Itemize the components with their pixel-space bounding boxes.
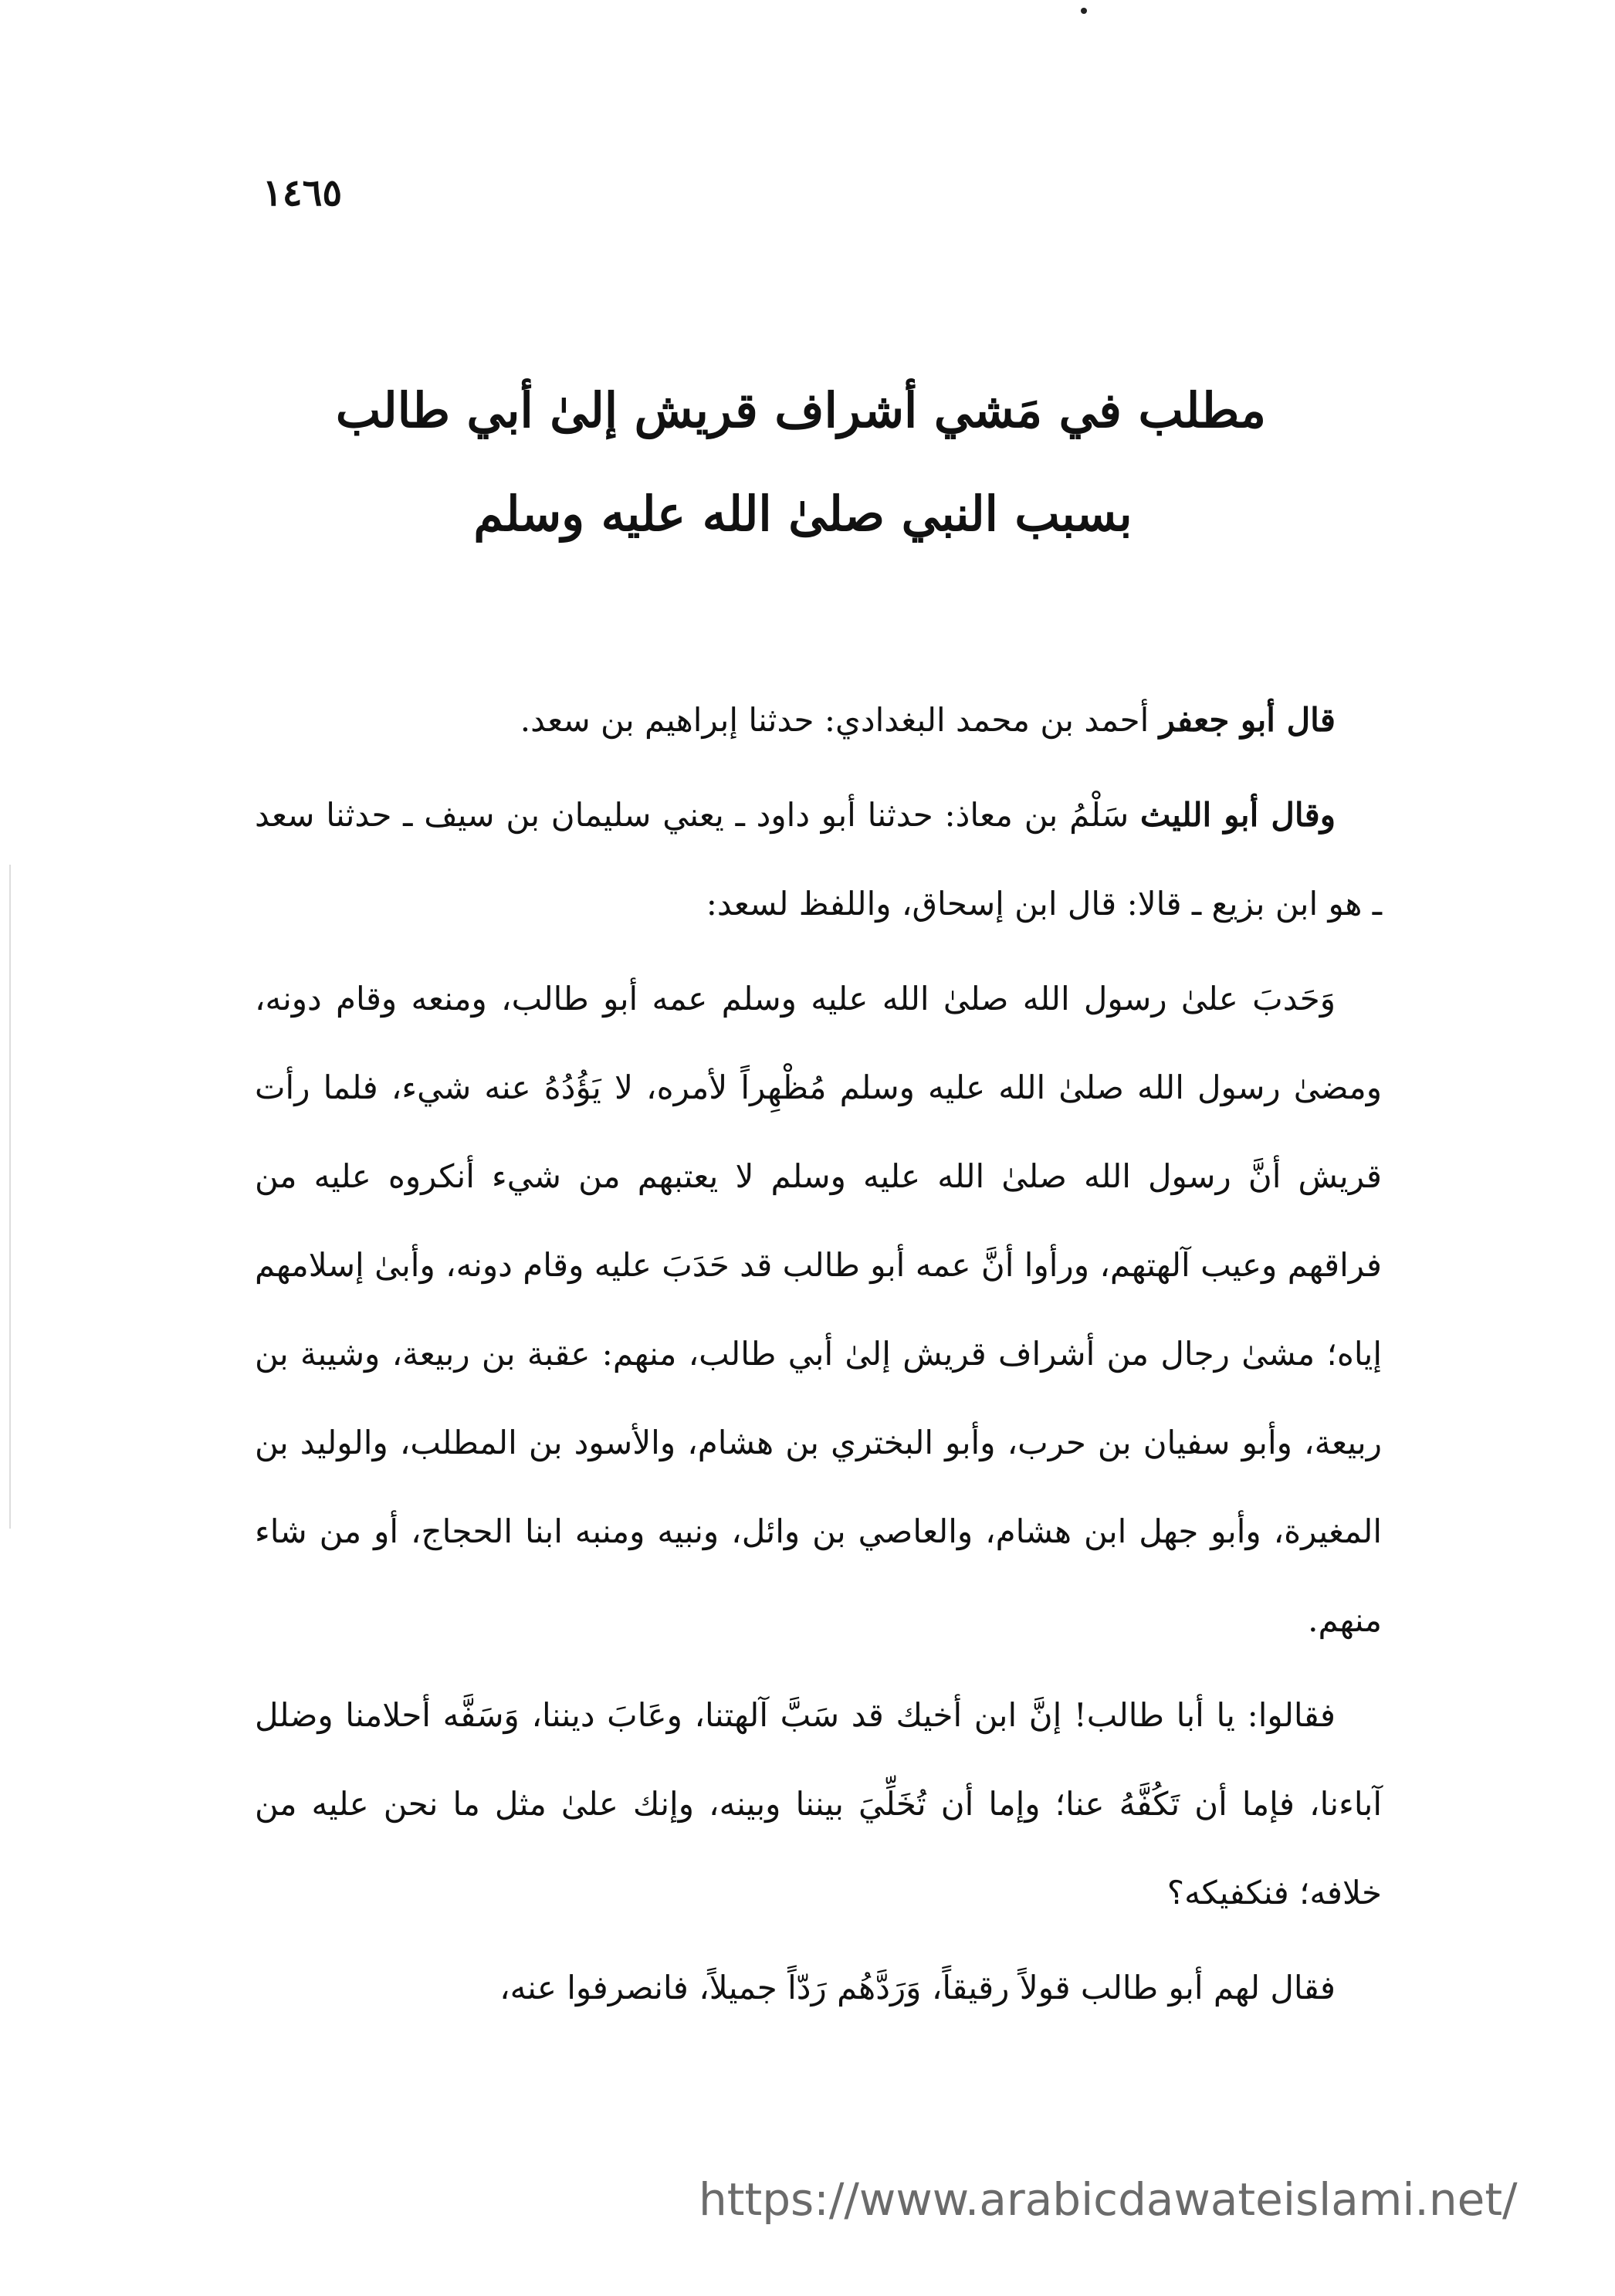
paragraph-4 [255,1671,1382,1937]
paragraph-3 [255,954,1382,1664]
paragraph-text: فقالوا: يا أبا طالب! إنَّ ابن أخيك قد سَبَّ آلهتنا، وعَابَ ديننا، وَسَفَّه أحلامنا وضلل آباءنا، فإما أن تَكُفَّهُ عنا؛ وإما أن تُخَلِّيَ بيننا وبينه، وإنك علىٰ مثل ما نحن عليه من خلافه؛ فنكفيكه؟ [255,1696,1382,1912]
title-line-1: مطلب في مَشي أشراف قريش إلىٰ أبي طالب [335,382,1266,439]
paragraph-5 [255,1943,1382,2032]
page-number: ١٤٦٥ [262,171,343,215]
paragraph-text: سَلْمُ بن معاذ: حدثنا أبو داود ـ يعني سليمان بن سيف ـ حدثنا سعد ـ هو ابن بزيع ـ قالا: قال ابن إسحاق، واللفظ لسعد: [255,796,1382,923]
paragraph-2 [255,770,1382,948]
title-line-2: بسبب النبي صلىٰ الله عليه وسلم [473,486,1133,542]
paragraph-text: أحمد بن محمد البغدادي: حدثنا إبراهيم بن سعد. [520,701,1160,739]
paragraph-lead: وقال أبو الليث [1139,796,1336,834]
paragraph-lead: قال أبو جعفر [1159,701,1336,739]
chapter-title [335,359,1266,566]
body-text [255,676,1382,2038]
paragraph-text: وَحَدبَ علىٰ رسول الله صلىٰ الله عليه وسلم عمه أبو طالب، ومنعه وقام دونه، ومضىٰ رسول الله صلىٰ الله عليه وسلم مُظْهِراً لأمره، لا يَؤُدُهُ عنه شيء، فلما رأت قريش أنَّ رسول الله صلىٰ الله عليه وسلم لا يعتبهم من شيء أنكروه عليه من فراقهم وعيب آلهتهم، ورأوا أنَّ عمه أبو طالب قد حَدَبَ عليه وقام دونه، وأبىٰ إسلامهم إياه؛ مشىٰ رجال من أشراف قريش إلىٰ أبي طالب، منهم: عقبة بن ربيعة، وشيبة بن ربيعة، وأبو سفيان بن حرب، وأبو البختري بن هشام، والأسود بن المطلب، والوليد بن المغيرة، وأبو جهل ابن هشام، والعاصي بن وائل، ونبيه ومنبه ابنا الحجاج، أو من شاء منهم. [255,980,1382,1639]
decorative-dot [1081,8,1087,14]
paragraph-1 [255,676,1382,764]
paragraph-text: فقال لهم أبو طالب قولاً رقيقاً، وَرَدَّهُم رَدّاً جميلاً، فانصرفوا عنه، [499,1969,1336,2006]
website-url-watermark: https://www.arabicdawateislami.net/ [699,2173,1518,2226]
scan-edge-line [9,865,11,1529]
